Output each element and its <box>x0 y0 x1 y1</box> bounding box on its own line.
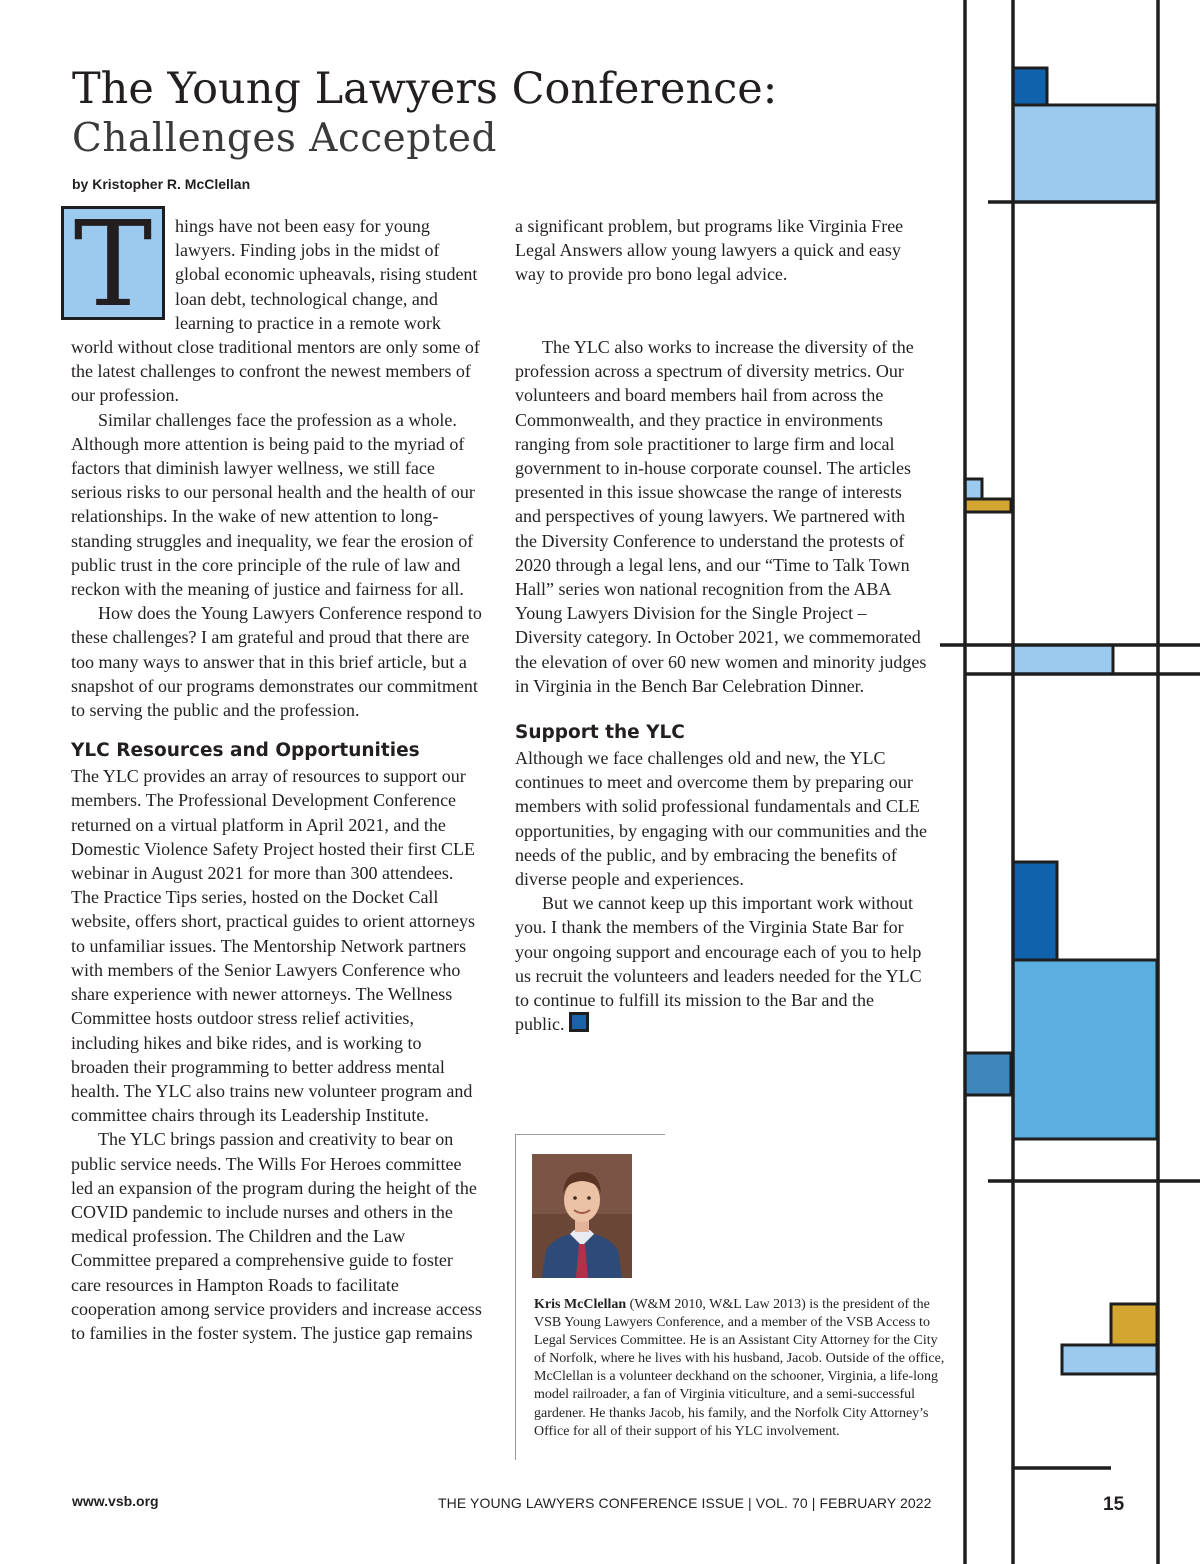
footer-issue-label: THE YOUNG LAWYERS CONFERENCE ISSUE | VOL. 70 | FEBRUARY 2022 <box>438 1495 932 1511</box>
color-block <box>1013 645 1113 674</box>
section-heading-resources: YLC Resources and Opportunities <box>71 740 420 762</box>
color-block <box>1062 1345 1157 1374</box>
bio-divider <box>515 1134 516 1460</box>
color-block-group <box>965 68 1157 1374</box>
color-block <box>1013 68 1047 105</box>
bio-divider <box>515 1134 665 1135</box>
paragraph: T hings have not been easy for young lawyers. Finding jobs in the midst of global economic upheavals, rising student loan debt, technological change, and learning to practice in a remote work world without close traditional mentors are only some of the latest challenges to confront the newest members of our profession. <box>71 214 483 408</box>
article-column-left <box>71 206 483 1345</box>
author-bio-box <box>515 1134 945 1460</box>
author-name: Kris McClellan <box>534 1297 627 1312</box>
footer-url: www.vsb.org <box>72 1493 159 1509</box>
paragraph-continued: a significant problem, but programs like Virginia Free Legal Answers allow young lawyers a quick and easy way to provide pro bono legal advice. <box>515 216 904 285</box>
color-block <box>965 1053 1011 1095</box>
author-bio: Kris McClellan (W&M 2010, W&L Law 2013) is the president of the VSB Young Lawyers Conference, and a member of the VSB Access to Legal Services Committee. He is an Assistant City Attorney for the City of Norfolk, where he lives with his husband, Jacob. Outside of the office, McClellan is a volunteer deckhand on the schooner, Virginia, a life-long model railroader, a fan of Virginia viticulture, and a semi-successful gardener. He thanks Jacob, his family, and the Norfolk City Attorney’s Office for all of their support of his YLC involvement. <box>534 1297 945 1439</box>
paragraph: The YLC brings passion and creativity to bear on public service needs. The Wills For Heroes committee led an expansion of the program during the height of the COVID pandemic to include nurses and others in the medical profession. The Children and the Law Committee prepared a comprehensive guide to foster care resources in Hampton Roads to facilitate cooperation among service providers and increase access to families in the foster system. The justice gap remains <box>71 1129 482 1343</box>
end-mark-icon <box>569 1012 589 1032</box>
byline: by Kristopher R. McClellan <box>72 176 251 192</box>
paragraph: Although we face challenges old and new, the YLC continues to meet and overcome them by preparing our members with solid professional fundamentals and CLE opportunities, by engaging with our communities and the needs of the public, and by embracing the benefits of diverse people and experiences. <box>515 748 927 890</box>
author-portrait-icon <box>532 1154 632 1278</box>
paragraph: The YLC also works to increase the diversity of the profession across a spectrum of diversity metrics. Our volunteers and board members hail from across the Commonwealth, and they practice in environments ranging from sole practitioner to large firm and local government to in-house corporate counsel. The articles presented in this issue showcase the range of interests and perspectives of young lawyers. We partnered with the Diversity Conference to understand the protests of 2020 through a legal lens, and our “Time to Talk Town Hall” series won national recognition from the ABA Young Lawyers Division for the Single Project – Diversity category. In October 2021, we commemorated the elevation of over 60 new women and minority judges in Virginia in the Bench Bar Celebration Dinner. <box>515 337 927 696</box>
paragraph: The YLC provides an array of resources to support our members. The Professional Development Conference returned on a virtual platform in April 2021, and the Domestic Violence Safety Project hosted their first CLE webinar in August 2021 for more than 300 attendees. The Practice Tips series, hosted on the Docket Call website, offers short, practical guides to orient attorneys to unfamiliar issues. The Mentorship Network partners with members of the Senior Lawyers Conference who share experience with newer attorneys. The Wellness Committee hosts outdoor stress relief activities, including hikes and bike rides, and is working to broaden their programming to better address mental health. The YLC also trains new volunteer program and committee chairs through its Leadership Institute. <box>71 766 476 1126</box>
article-subtitle: Challenges Accepted <box>72 116 497 161</box>
page-number: 15 <box>1103 1494 1125 1515</box>
grid-line-group <box>940 0 1200 1564</box>
author-photo <box>532 1154 632 1278</box>
paragraph: But we cannot keep up this important work without you. I thank the members of the Virginia State Bar for your ongoing support and encourage each of you to help us recruit the volunteers and leaders needed for the YLC to continue to fulfill its mission to the Bar and the public. <box>515 893 922 1035</box>
color-block <box>1013 862 1057 960</box>
article-title: The Young Lawyers Conference: <box>72 64 778 114</box>
article-column-right <box>515 214 927 1036</box>
drop-cap: T <box>61 206 165 320</box>
section-heading-support: Support the YLC <box>515 722 685 744</box>
paragraph: Similar challenges face the profession as a whole. Although more attention is being paid to the myriad of factors that diminish lawyer wellness, we still face serious risks to our personal health and the health of our relationships. In the wake of new attention to long-standing struggles and inequality, we fear the erosion of public trust in the core principle of the rule of law and reckon with the meaning of justice and fairness for all. <box>71 409 475 600</box>
color-block <box>965 479 982 499</box>
color-block <box>1013 960 1157 1139</box>
paragraph: How does the Young Lawyers Conference respond to these challenges? I am grateful and proud that there are too many ways to answer that in this brief article, but a snapshot of our programs demonstrates our commitment to serving the public and the profession. <box>71 603 482 721</box>
color-block <box>965 499 1011 512</box>
color-block <box>1111 1304 1157 1345</box>
color-block <box>1013 105 1157 202</box>
